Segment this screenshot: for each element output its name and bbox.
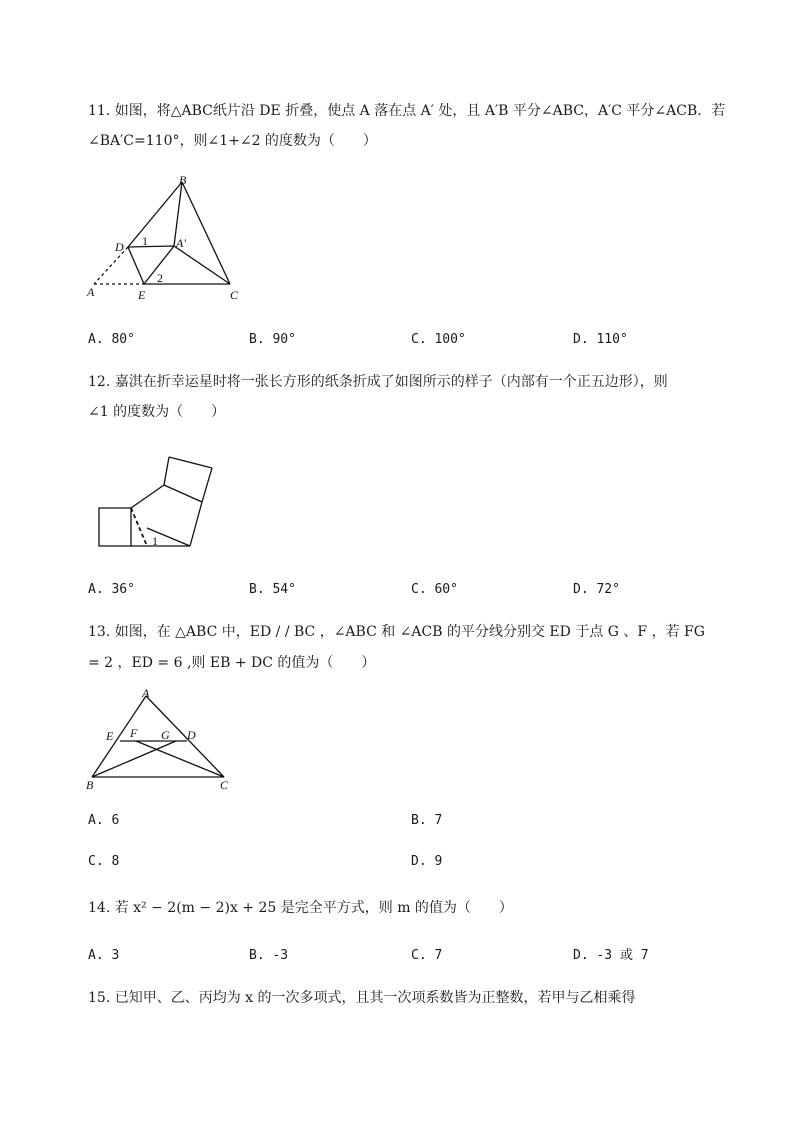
q14-option-a[interactable]: A. 3: [88, 948, 120, 963]
q13-option-c[interactable]: C. 8: [88, 854, 120, 869]
q15-line1: 15. 已知甲、乙、丙均为 x 的一次多项式，且其一次项系数皆为正整数，若甲与乙相乘得: [88, 990, 636, 1006]
q13-option-b[interactable]: B. 7: [411, 813, 443, 828]
q12-option-a[interactable]: A. 36°: [88, 582, 135, 597]
q13-figure: [84, 686, 244, 796]
q13-label-D: D: [187, 728, 196, 742]
q11-line2: ∠BA′C=110°，则∠1+∠2 的度数为（ ）: [88, 133, 377, 149]
q11-label-2: 2: [157, 271, 163, 285]
q12-line1: 12. 嘉淇在折幸运星时将一张长方形的纸条折成了如图所示的样子（内部有一个正五边形），则: [88, 374, 668, 390]
q11-option-c[interactable]: C. 100°: [411, 332, 466, 347]
q13-label-E: E: [106, 729, 114, 743]
q11-label-A: A: [87, 285, 95, 299]
q13-option-d[interactable]: D. 9: [411, 854, 443, 869]
q12-option-b[interactable]: B. 54°: [249, 582, 296, 597]
q13-label-F: F: [130, 726, 138, 740]
q14-option-d[interactable]: D. -3 或 7: [573, 948, 649, 963]
q11-label-A-prime: A′: [176, 236, 186, 250]
q13-option-a[interactable]: A. 6: [88, 813, 120, 828]
q11-option-a[interactable]: A. 80°: [88, 332, 135, 347]
q11-label-E: E: [138, 288, 146, 302]
q11-line1: 11. 如图，将△ABC纸片沿 DE 折叠，使点 A 落在点 A′ 处，且 A′B 平分∠ABC，A′C 平分∠ACB．若: [88, 103, 726, 119]
q14-line1: 14. 若 x² − 2(m − 2)x + 25 是完全平方式，则 m 的值为（ ）: [88, 900, 513, 916]
q12-option-c[interactable]: C. 60°: [411, 582, 458, 597]
q13-line1: 13. 如图，在 △ABC 中，ED / / BC ，∠ABC 和 ∠ACB 的平分线分别交 ED 于点 G 、F ，若 FG: [88, 624, 705, 640]
q14-option-c[interactable]: C. 7: [411, 948, 443, 963]
q11-option-d[interactable]: D. 110°: [573, 332, 628, 347]
q13-label-C: C: [220, 778, 229, 792]
q11-label-1: 1: [142, 234, 148, 248]
q13-line2: = 2 ，ED = 6 ,则 EB + DC 的值为（ ）: [88, 655, 376, 671]
q13-label-G: G: [161, 728, 170, 742]
q11-figure: [84, 170, 249, 305]
q12-figure: [94, 452, 219, 552]
q11-label-B: B: [179, 173, 187, 187]
q13-label-A: A: [142, 686, 150, 700]
q13-label-B: B: [86, 778, 94, 792]
q12-option-d[interactable]: D. 72°: [573, 582, 620, 597]
q11-label-C: C: [230, 288, 239, 302]
q12-line2: ∠1 的度数为（ ）: [88, 404, 226, 420]
q12-label-1: 1: [152, 534, 158, 548]
q11-label-D: D: [115, 240, 124, 254]
q14-option-b[interactable]: B. -3: [249, 948, 289, 963]
q11-option-b[interactable]: B. 90°: [249, 332, 296, 347]
